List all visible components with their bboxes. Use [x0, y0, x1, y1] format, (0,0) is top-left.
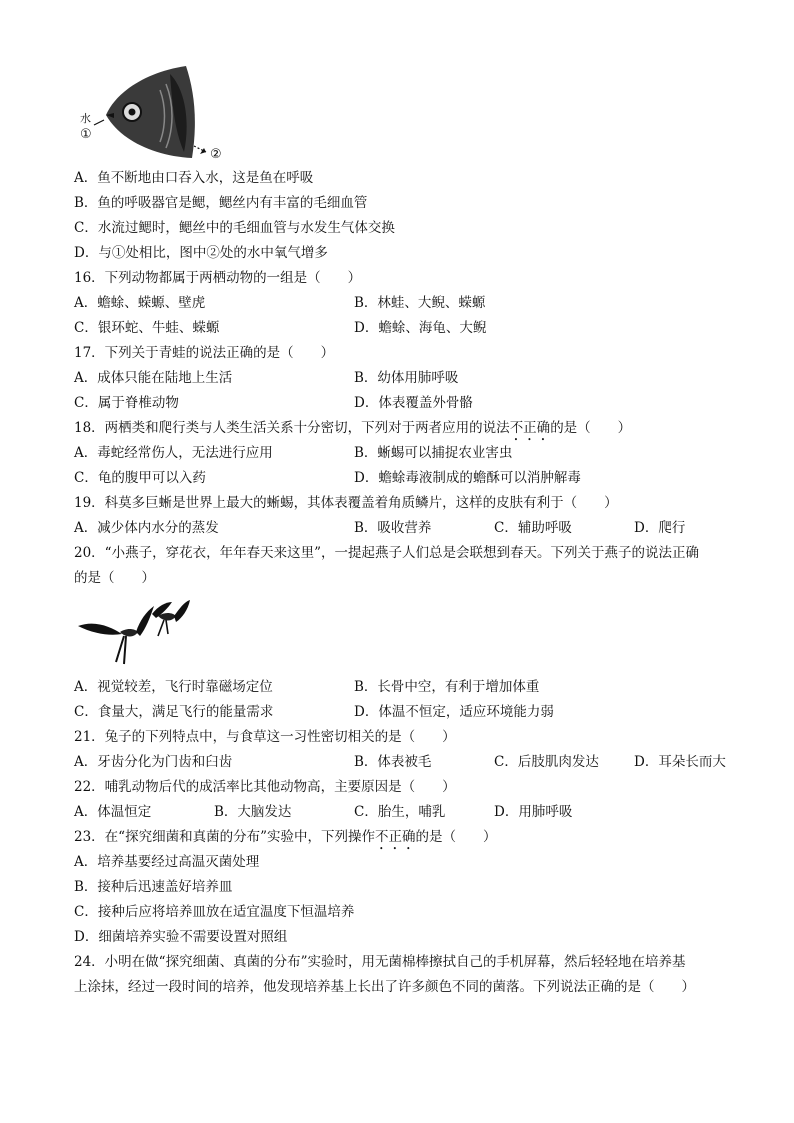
q17-option-b: B．幼体用肺呼吸	[354, 370, 459, 386]
q19-option-d: D．爬行	[634, 520, 686, 536]
q20-stem-line2: 的是（ ）	[74, 570, 155, 586]
q15-option-b: B．鱼的呼吸器官是鳃，鳃丝内有丰富的毛细血管	[74, 195, 368, 211]
q21-option-d: D．耳朵长而大	[634, 754, 726, 770]
q19-option-b: B．吸收营养	[354, 520, 432, 536]
swallow-2-tail	[158, 620, 168, 636]
q23-option-a: A．培养基要经过高温灭菌处理	[74, 854, 260, 870]
q15-option-a: A．鱼不断地由口吞入水，这是鱼在呼吸	[74, 170, 314, 186]
swallow-1-tail	[116, 636, 126, 664]
q18-option-d: D．蟾蜍毒液制成的蟾酥可以消肿解毒	[354, 470, 581, 486]
q18-option-c: C．龟的腹甲可以入药	[74, 470, 206, 486]
q17-option-a: A．成体只能在陆地上生活	[74, 370, 233, 386]
q16-option-a: A．蟾蜍、蝾螈、壁虎	[74, 295, 206, 311]
q24-stem-line1: 24．小明在做“探究细菌、真菌的分布”实验时，用无菌棉棒擦拭自己的手机屏幕，然后轻轻地在培养基	[74, 954, 686, 970]
q24-stem-line2: 上涂抹，经过一段时间的培养，他发现培养基上长出了许多颜色不同的菌落。下列说法正确的是（ ）	[74, 979, 695, 995]
q18-option-b: B．蜥蜴可以捕捉农业害虫	[354, 445, 513, 461]
q16-stem: 16．下列动物都属于两栖动物的一组是（ ）	[74, 270, 362, 286]
q15-option-d: D．与①处相比，图中②处的水中氧气增多	[74, 245, 328, 261]
label-2: ②	[210, 147, 222, 162]
q20-option-c: C．食量大，满足飞行的能量需求	[74, 704, 274, 720]
q21-option-b: B．体表被毛	[354, 754, 432, 770]
q18-stem-post: 的是（ ）	[550, 420, 632, 436]
q18-option-a: A．毒蛇经常伤人，无法进行应用	[74, 445, 273, 461]
q16-option-c: C．银环蛇、牛蛙、蝾螈	[74, 320, 220, 336]
q23-stem	[74, 827, 496, 853]
q21-option-c: C．后肢肌肉发达	[494, 754, 599, 770]
label-water: 水	[80, 112, 91, 125]
q20-option-a: A．视觉较差，飞行时靠磁场定位	[74, 679, 273, 695]
q17-option-c: C．属于脊椎动物	[74, 395, 179, 411]
q22-option-d: D．用肺呼吸	[494, 804, 573, 820]
swallow-1-wing-left	[78, 624, 122, 635]
q23-option-c: C．接种后应将培养皿放在适宜温度下恒温培养	[74, 904, 355, 920]
q17-option-d: D．体表覆盖外骨骼	[354, 395, 473, 411]
swallow-1-wing-right	[136, 606, 154, 636]
swallows-figure	[74, 596, 194, 668]
label-1: ①	[80, 127, 92, 142]
q22-option-a: A．体温恒定	[74, 804, 152, 820]
q23-stem-emphasis: 不正确	[374, 829, 416, 845]
q15-option-c: C．水流过鳃时，鳃丝中的毛细血管与水发生气体交换	[74, 220, 395, 236]
q16-option-d: D．蟾蜍、海龟、大鲵	[354, 320, 487, 336]
q22-option-b: B．大脑发达	[214, 804, 292, 820]
q21-option-a: A．牙齿分化为门齿和臼齿	[74, 754, 233, 770]
q21-stem: 21．兔子的下列特点中，与食草这一习性密切相关的是（ ）	[74, 729, 456, 745]
q23-stem-pre: 23．在“探究细菌和真菌的分布”实验中，下列操作	[74, 829, 375, 845]
q18-stem	[74, 418, 631, 444]
q22-stem: 22．哺乳动物后代的成活率比其他动物高，主要原因是（ ）	[74, 779, 456, 795]
fish-gill-figure	[74, 60, 244, 166]
q20-option-b: B．长骨中空，有利于增加体重	[354, 679, 540, 695]
q20-option-d: D．体温不恒定，适应环境能力弱	[354, 704, 554, 720]
q19-stem: 19．科莫多巨蜥是世界上最大的蜥蜴，其体表覆盖着角质鳞片，这样的皮肤有利于（ ）	[74, 495, 618, 511]
swallow-1-body	[120, 629, 138, 637]
q17-stem: 17．下列关于青蛙的说法正确的是（ ）	[74, 345, 335, 361]
q22-option-c: C．胎生，哺乳	[354, 804, 446, 820]
q19-option-a: A．减少体内水分的蒸发	[74, 520, 219, 536]
swallow-2-wing-right	[174, 600, 190, 622]
q19-option-c: C．辅助呼吸	[494, 520, 572, 536]
q23-option-d: D．细菌培养实验不需要设置对照组	[74, 929, 288, 945]
q18-stem-pre: 18．两栖类和爬行类与人类生活关系十分密切，下列对于两者应用的说法	[74, 420, 510, 436]
q23-stem-post: 的是（ ）	[415, 829, 497, 845]
inflow-arrow-icon	[94, 120, 104, 125]
q20-stem-line1: 20．“小燕子，穿花衣，年年春天来这里”，一提起燕子人们总是会联想到春天。下列关于燕子的说法正确	[74, 545, 699, 561]
q23-option-b: B．接种后迅速盖好培养皿	[74, 879, 233, 895]
q16-option-b: B．林蛙、大鲵、蝾螈	[354, 295, 486, 311]
q18-stem-emphasis: 不正确	[509, 420, 551, 436]
